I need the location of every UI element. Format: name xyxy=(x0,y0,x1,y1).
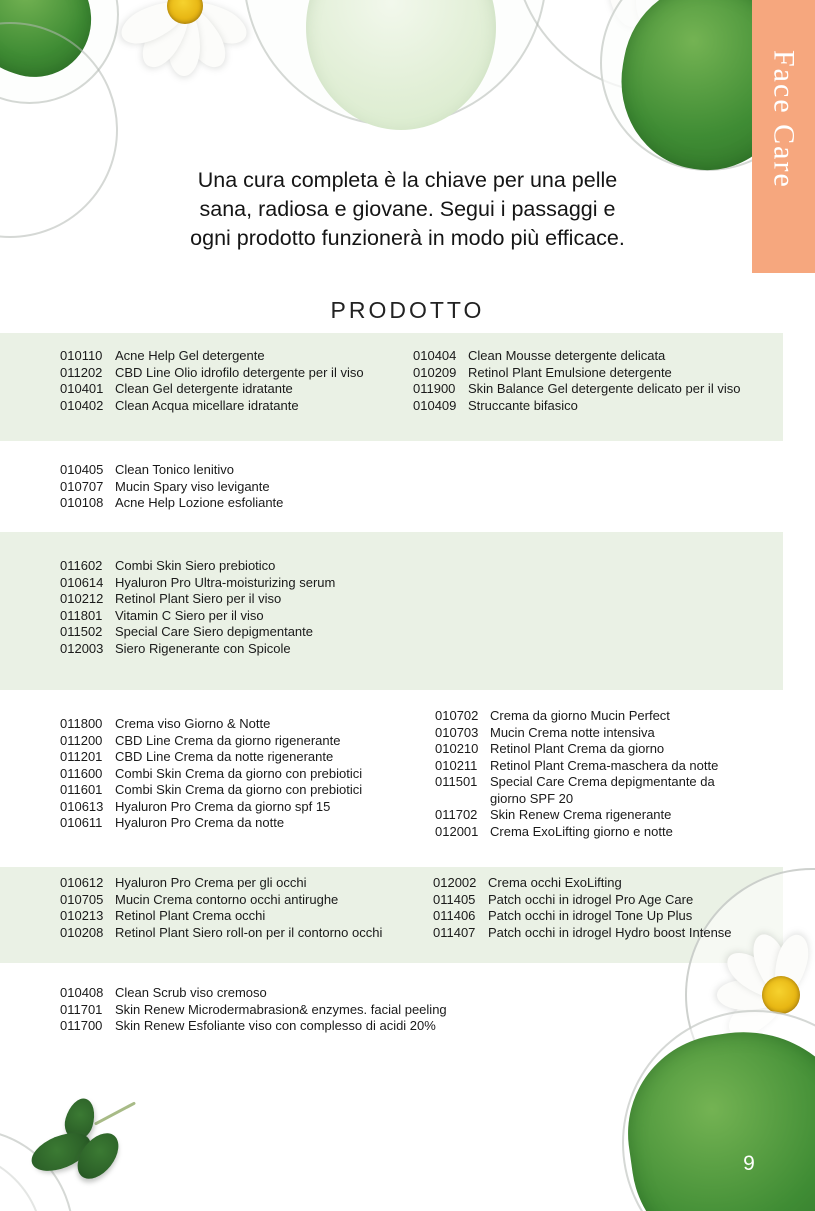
product-row xyxy=(60,815,430,832)
product-name: Retinol Plant Crema da giorno xyxy=(490,741,665,756)
product-code: 011900 xyxy=(413,381,456,396)
page-number: 9 xyxy=(743,1152,755,1175)
product-code: 010408 xyxy=(60,985,104,1000)
product-code: 010402 xyxy=(60,397,104,413)
product-name: Retinol Plant Emulsione detergente xyxy=(468,364,672,380)
product-row xyxy=(433,875,783,892)
product-code: 010703 xyxy=(435,724,479,740)
intro-line: ogni prodotto funzionerà in modo più efficace. xyxy=(190,226,625,250)
product-code: 010612 xyxy=(60,875,104,890)
product-row xyxy=(435,708,753,725)
product-list-creams-right xyxy=(435,708,753,840)
product-code: 010613 xyxy=(60,798,104,814)
product-name: Struccante bifasico xyxy=(468,397,578,413)
product-row xyxy=(435,807,753,824)
tab-face-care-label: Face Care xyxy=(767,50,801,189)
product-row xyxy=(60,782,430,799)
product-code: 010213 xyxy=(60,908,104,923)
product-row xyxy=(433,908,783,925)
product-row xyxy=(60,925,432,942)
product-row xyxy=(60,766,430,783)
product-name: Acne Help Lozione esfoliante xyxy=(115,495,284,510)
product-name: Clean Acqua micellare idratante xyxy=(115,397,299,413)
product-name: Special Care Crema depigmentante da giorno SPF 20 xyxy=(490,774,715,806)
product-row xyxy=(60,1002,560,1019)
product-code: 010209 xyxy=(413,364,457,380)
product-name: Clean Gel detergente idratante xyxy=(115,381,293,396)
product-code: 011202 xyxy=(60,364,103,380)
product-name: Hyaluron Pro Ultra-moisturizing serum xyxy=(115,574,336,590)
product-list-cleansers-right xyxy=(413,348,775,414)
product-code: 011800 xyxy=(60,716,103,731)
product-code: 011602 xyxy=(60,558,103,573)
product-row xyxy=(60,892,432,909)
product-name: Mucin Crema notte intensiva xyxy=(490,724,655,740)
product-code: 010405 xyxy=(60,462,104,477)
product-name: Retinol Plant Crema occhi xyxy=(115,908,266,923)
product-code: 012002 xyxy=(433,875,477,890)
product-name: Vitamin C Siero per il viso xyxy=(115,607,264,623)
product-row xyxy=(60,1018,560,1035)
product-row xyxy=(435,824,753,841)
product-row xyxy=(60,591,460,608)
product-name: Patch occhi in idrogel Tone Up Plus xyxy=(488,908,693,923)
product-row xyxy=(60,381,410,398)
product-row xyxy=(413,348,775,365)
product-name: CBD Line Crema da giorno rigenerante xyxy=(115,732,341,748)
product-name: CBD Line Crema da notte rigenerante xyxy=(115,749,334,764)
product-row xyxy=(60,479,460,496)
product-row xyxy=(60,624,460,641)
product-row xyxy=(433,925,783,942)
product-list-eye-right xyxy=(433,875,783,941)
product-row xyxy=(60,716,430,733)
product-name: Combi Skin Crema da giorno con prebiotici xyxy=(115,782,363,797)
product-code: 011406 xyxy=(433,908,476,923)
product-name: Crema ExoLifting giorno e notte xyxy=(490,823,673,839)
product-code: 010705 xyxy=(60,891,104,907)
product-code: 011200 xyxy=(60,732,103,748)
product-list-creams-left xyxy=(60,716,430,832)
product-name: Hyaluron Pro Crema da notte xyxy=(115,815,285,830)
product-row xyxy=(60,985,560,1002)
product-code: 010208 xyxy=(60,924,104,940)
product-row xyxy=(435,758,753,775)
flower-center-bottom xyxy=(762,976,800,1014)
product-row xyxy=(60,575,460,592)
product-row xyxy=(413,381,775,398)
product-name: Retinol Plant Siero per il viso xyxy=(115,591,282,606)
product-name: Special Care Siero depigmentante xyxy=(115,624,314,639)
product-row xyxy=(60,733,430,750)
product-name: Mucin Crema contorno occhi antirughe xyxy=(115,891,339,907)
product-name: Hyaluron Pro Crema da giorno spf 15 xyxy=(115,798,331,814)
product-code: 010211 xyxy=(435,757,478,773)
product-code: 010404 xyxy=(413,348,457,363)
product-row xyxy=(60,365,410,382)
product-row xyxy=(60,462,460,479)
intro-line: sana, radiosa e giovane. Segui i passaggi e xyxy=(199,197,616,221)
product-code: 011600 xyxy=(60,765,103,781)
product-name: Crema da giorno Mucin Perfect xyxy=(490,708,670,723)
product-row xyxy=(60,641,460,658)
product-code: 010614 xyxy=(60,574,104,590)
product-name: Crema occhi ExoLifting xyxy=(488,875,622,890)
product-name: Patch occhi in idrogel Pro Age Care xyxy=(488,891,694,907)
page-title: PRODOTTO xyxy=(330,297,485,323)
product-list-serums xyxy=(60,558,460,657)
product-name: Combi Skin Crema da giorno con prebiotici xyxy=(115,765,363,781)
product-name: Siero Rigenerante con Spicole xyxy=(115,640,291,656)
intro-paragraph xyxy=(0,166,815,253)
product-list-tonics xyxy=(60,462,460,512)
product-code: 010210 xyxy=(435,741,479,756)
product-row xyxy=(60,398,410,415)
product-code: 010108 xyxy=(60,495,104,510)
product-name: Skin Renew Microdermabrasion& enzymes. facial peeling xyxy=(115,1001,447,1017)
product-code: 011201 xyxy=(60,749,103,764)
product-code: 011701 xyxy=(60,1001,103,1017)
product-list-eye-left xyxy=(60,875,432,941)
product-code: 011407 xyxy=(433,924,476,940)
product-row xyxy=(435,725,753,742)
product-code: 011601 xyxy=(60,782,103,797)
product-code: 010611 xyxy=(60,815,103,830)
product-row xyxy=(60,608,460,625)
product-row xyxy=(435,774,753,807)
product-code: 011501 xyxy=(435,774,478,789)
product-name: Clean Scrub viso cremoso xyxy=(115,985,267,1000)
product-name: Skin Renew Esfoliante viso con complesso di acidi 20% xyxy=(115,1018,436,1033)
product-code: 011702 xyxy=(435,807,478,822)
product-row xyxy=(60,749,430,766)
product-name: Clean Tonico lenitivo xyxy=(115,462,234,477)
product-name: Patch occhi in idrogel Hydro boost Intense xyxy=(488,924,732,940)
intro-line: Una cura completa è la chiave per una pelle xyxy=(197,168,618,192)
product-name: Skin Renew Crema rigenerante xyxy=(490,807,672,822)
product-code: 011700 xyxy=(60,1018,103,1033)
product-name: Skin Balance Gel detergente delicato per il viso xyxy=(468,381,741,396)
product-name: CBD Line Olio idrofilo detergente per il viso xyxy=(115,364,364,380)
product-code: 010707 xyxy=(60,478,104,494)
product-code: 010702 xyxy=(435,708,479,723)
product-row xyxy=(60,348,410,365)
product-row xyxy=(60,908,432,925)
product-code: 010110 xyxy=(60,348,103,363)
product-name: Crema viso Giorno & Notte xyxy=(115,716,271,731)
product-code: 011405 xyxy=(433,891,476,907)
product-row xyxy=(435,741,753,758)
product-code: 011502 xyxy=(60,624,103,639)
product-code: 011801 xyxy=(60,607,103,623)
product-code: 010409 xyxy=(413,397,457,413)
product-code: 012001 xyxy=(435,823,479,839)
product-name: Combi Skin Siero prebiotico xyxy=(115,558,276,573)
product-row xyxy=(433,892,783,909)
product-name: Mucin Spary viso levigante xyxy=(115,478,270,494)
product-list-cleansers-left xyxy=(60,348,410,414)
product-list-exfoliants xyxy=(60,985,560,1035)
product-name: Clean Mousse detergente delicata xyxy=(468,348,666,363)
product-name: Hyaluron Pro Crema per gli occhi xyxy=(115,875,307,890)
product-code: 012003 xyxy=(60,640,104,656)
leaf-bottom-right xyxy=(615,1017,815,1211)
product-name: Acne Help Gel detergente xyxy=(115,348,265,363)
clover-stem xyxy=(94,1101,136,1125)
tab-face-care[interactable] xyxy=(752,0,815,273)
product-row xyxy=(60,875,432,892)
product-row xyxy=(60,799,430,816)
product-row xyxy=(60,558,460,575)
product-row xyxy=(60,495,460,512)
product-code: 010212 xyxy=(60,591,104,606)
product-row xyxy=(413,398,775,415)
product-code: 010401 xyxy=(60,381,104,396)
product-name: Retinol Plant Siero roll-on per il contorno occhi xyxy=(115,924,383,940)
product-name: Retinol Plant Crema-maschera da notte xyxy=(490,757,719,773)
product-row xyxy=(413,365,775,382)
